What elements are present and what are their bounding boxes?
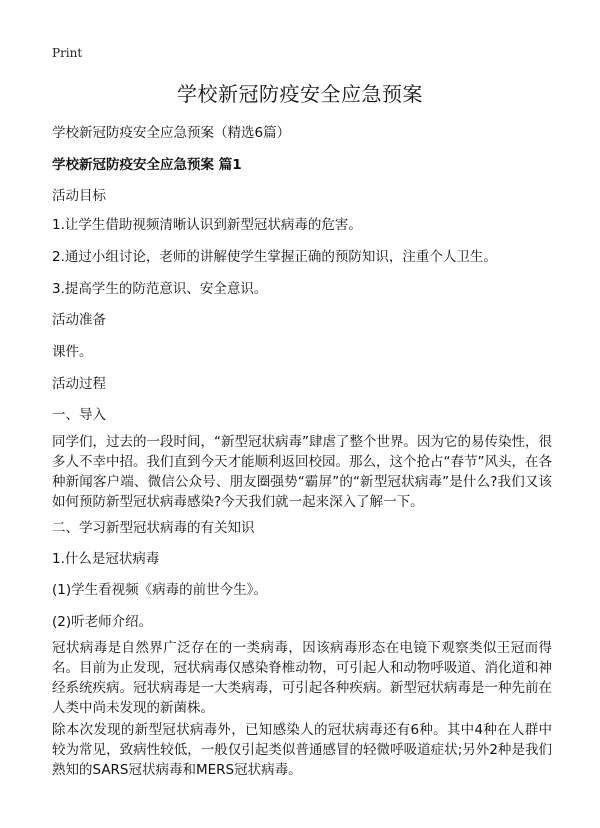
print-label: Print — [52, 46, 83, 60]
step-watch-video: (1)学生看视频《病毒的前世今生》。 — [52, 582, 267, 598]
step-teacher-intro: (2)听老师介绍。 — [52, 614, 153, 630]
heading-activity-process: 活动过程 — [52, 376, 106, 392]
goal-item-3: 3.提高学生的防范意识、安全意识。 — [52, 281, 268, 297]
paragraph-intro: 同学们，过去的一段时间，“新型冠状病毒”肆虐了整个世界。因为它的易传染性，很多人不幸中招。我们直到今天才能顺利返回校园。那么，这个抢占“春节”风头，在各种新闻客户端、微信公众号、朋友圈强势“霸屏”的“新型冠状病毒”是什么?我们又该如何预防新型冠状病毒感染?今天我们就一起来深入了解一下。 — [52, 434, 552, 510]
document-title: 学校新冠防疫安全应急预案 — [177, 82, 423, 106]
heading-what-is-coronavirus: 1.什么是冠状病毒 — [52, 551, 160, 567]
section-heading: 学校新冠防疫安全应急预案 篇1 — [52, 157, 242, 173]
heading-activity-goals: 活动目标 — [52, 188, 106, 204]
paragraph-coronavirus: 冠状病毒是自然界广泛存在的一类病毒，因该病毒形态在电镜下观察类似王冠而得名。目前为止发现，冠状病毒仅感染脊椎动物，可引起人和动物呼吸道、消化道和神经系统疾病。冠状病毒是一大类病毒，可引起各种疾病。新型冠状病毒是一种先前在人类中尚未发现的新菌株。 — [52, 640, 552, 716]
heading-activity-prep: 活动准备 — [52, 312, 106, 328]
document-subtitle: 学校新冠防疫安全应急预案（精选6篇） — [52, 125, 291, 141]
paragraph-known-coronaviruses: 除本次发现的新型冠状病毒外，已知感染人的冠状病毒还有6种。其中4种在人群中较为常见，致病性较低，一般仅引起类似普通感冒的轻微呼吸道症状;另外2种是我们熟知的SARS冠状病毒和MERS冠状病毒。 — [52, 722, 552, 778]
goal-item-2: 2.通过小组讨论，老师的讲解使学生掌握正确的预防知识，注重个人卫生。 — [52, 249, 497, 265]
heading-learn-knowledge: 二、学习新型冠状病毒的有关知识 — [52, 520, 255, 536]
goal-item-1: 1.让学生借助视频清晰认识到新型冠状病毒的危害。 — [52, 217, 362, 233]
prep-item: 课件。 — [52, 344, 93, 360]
heading-intro: 一、导入 — [52, 407, 106, 423]
